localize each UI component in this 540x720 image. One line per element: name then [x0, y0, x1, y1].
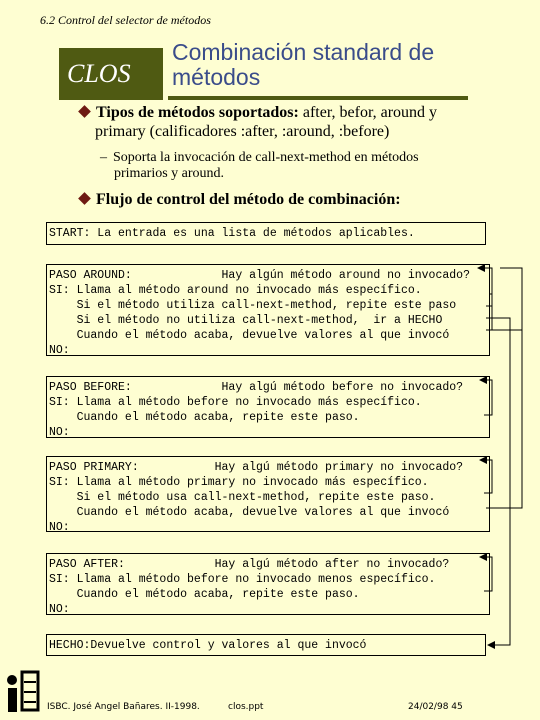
- flow-line: NO:: [49, 521, 70, 534]
- title-line-1: Combinación standard de: [172, 39, 435, 65]
- flow-start-box: [46, 222, 486, 245]
- flow-line: NO:: [49, 344, 70, 357]
- flow-line: Cuando el método acaba, repite este paso.: [49, 411, 360, 424]
- footer-author: ISBC. José Angel Bañares. II-1998.: [47, 702, 200, 712]
- flow-line: Cuando el método acaba, devuelve valores al que invocó: [49, 329, 450, 342]
- bullet-control-flow: [80, 190, 500, 209]
- dash-bullet: –: [100, 150, 107, 165]
- bullet-bold-label: Tipos de métodos soportados:: [96, 104, 299, 121]
- footer-date-page: 24/02/98 45: [408, 702, 463, 712]
- flow-line: START: La entrada es una lista de métodos aplicables.: [49, 227, 415, 240]
- flow-line: Cuando el método acaba, devuelve valores al que invocó: [49, 506, 450, 519]
- flow-line: PASO BEFORE: Hay algú método before no invocado?: [49, 381, 464, 394]
- flow-line: PASO AROUND: Hay algún método around no invocado?: [49, 269, 470, 282]
- flow-line: PASO AFTER: Hay algú método after no invocado?: [49, 558, 450, 571]
- sub-bullet-call-next-method: [100, 150, 490, 182]
- bullet-text: after, befor, around y: [298, 104, 438, 121]
- around-return-arrow: [486, 268, 522, 330]
- flow-after-box: [46, 553, 490, 615]
- flow-line: Si el método usa call-next-method, repite este paso.: [49, 491, 436, 504]
- bullet-bold-label: Flujo de control del método de combinación:: [96, 191, 401, 208]
- flow-before-box: [46, 376, 490, 438]
- section-header: 6.2 Control del selector de métodos: [40, 13, 211, 27]
- flow-line: NO:: [49, 603, 70, 616]
- clos-logo: CLOS: [59, 48, 163, 100]
- diamond-bullet-icon: [78, 105, 91, 118]
- flow-line: SI: Llama al método around no invocado más específico.: [49, 284, 422, 297]
- title-underline: [168, 96, 468, 100]
- flow-done-box: [46, 634, 486, 656]
- flow-line: NO:: [49, 426, 70, 439]
- title-line-2: métodos: [172, 64, 261, 90]
- flow-line: SI: Llama al método before no invocado más específico.: [49, 396, 422, 409]
- flow-line: Cuando el método acaba, repite este paso.: [49, 588, 360, 601]
- flow-line: HECHO:Devuelve control y valores al que invocó: [49, 639, 367, 652]
- flow-around-box: [46, 264, 490, 356]
- university-logo-icon: [4, 668, 42, 714]
- bullet-continuation: primary (calificadores :after, :around, :before): [95, 123, 390, 140]
- diamond-bullet-icon: [78, 192, 91, 205]
- slide-title: [168, 40, 492, 90]
- flow-line: SI: Llama al método primary no invocado más específico.: [49, 476, 429, 489]
- sub-line-2: primarios y around.: [114, 166, 225, 181]
- flow-line: PASO PRIMARY: Hay algú método primary no invocado?: [49, 461, 464, 474]
- flow-line: SI: Llama al método before no invocado menos específico.: [49, 573, 436, 586]
- sub-line-1: Soporta la invocación de call-next-method en métodos: [113, 150, 419, 165]
- flow-primary-box: [46, 456, 490, 532]
- flow-line: Si el método utiliza call-next-method, repite este paso: [49, 299, 457, 312]
- footer-file: clos.ppt: [228, 702, 264, 712]
- primary-return-arrow: [486, 330, 522, 508]
- flow-line: Si el método no utiliza call-next-method, ir a HECHO: [49, 314, 443, 327]
- bullet-method-types: [80, 103, 500, 141]
